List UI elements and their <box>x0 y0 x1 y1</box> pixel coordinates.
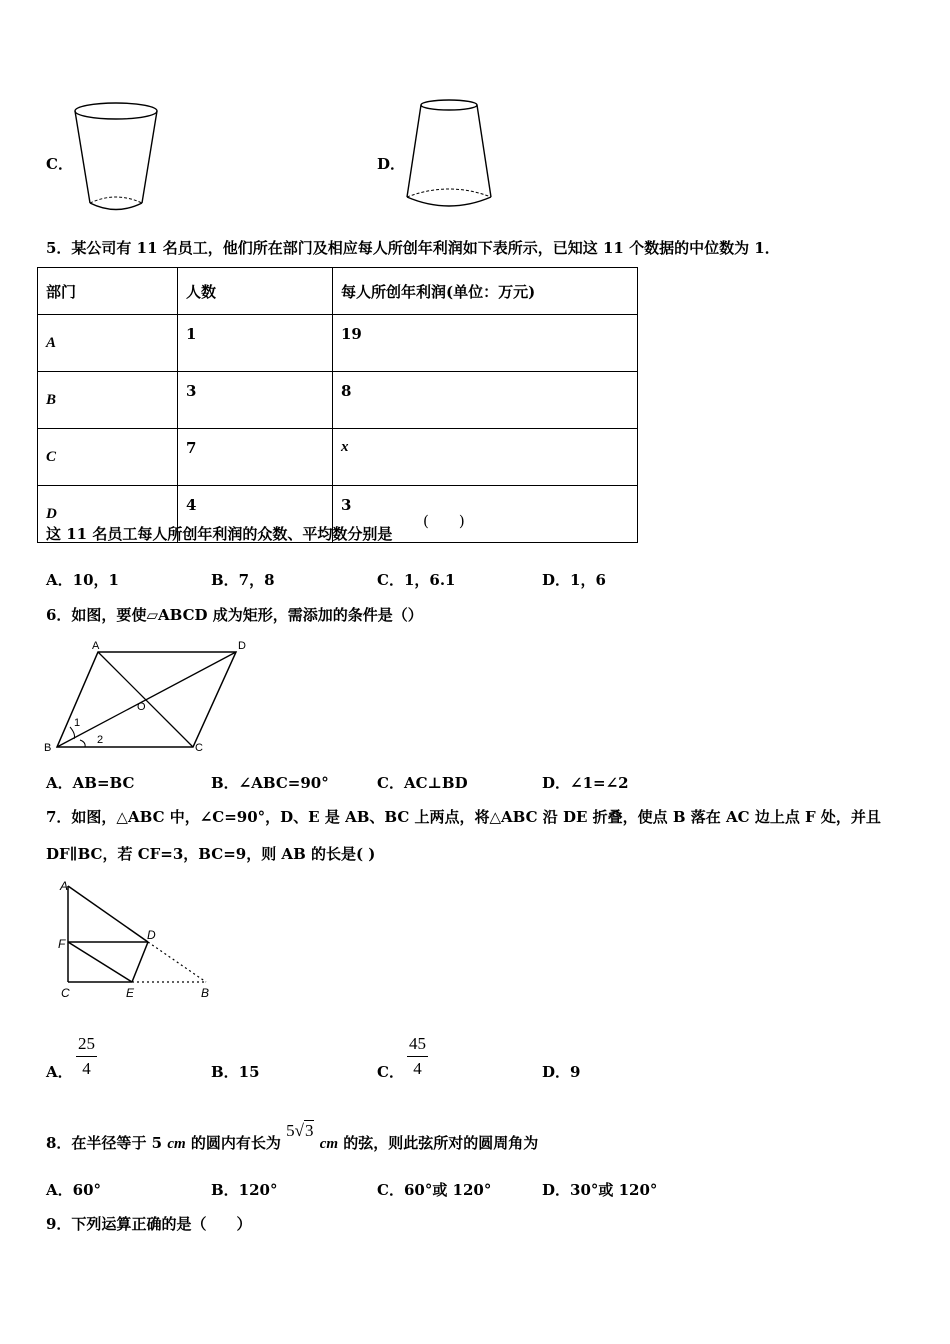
table-row <box>38 372 638 429</box>
table-cell-profit: 8 <box>333 372 638 429</box>
table-cell-dept: C <box>38 429 178 486</box>
q8-option-b[interactable]: B．120° <box>211 1181 278 1199</box>
fraction-denominator: 4 <box>82 1059 91 1078</box>
q6-option-d[interactable]: D．∠1=∠2 <box>542 774 629 792</box>
q8-stem-post: 的弦，则此弦所对的圆周角为 <box>338 1134 539 1152</box>
q8-stem <box>46 1121 539 1153</box>
q4-option-c-label[interactable]: C． <box>46 155 73 173</box>
q6-label-o: O <box>137 701 146 713</box>
table-cell-count: 1 <box>178 315 333 372</box>
q5-option-d[interactable]: D．1，6 <box>542 571 606 589</box>
sqrt-icon: √ <box>294 1121 304 1140</box>
q5-option-a[interactable]: A．10，1 <box>46 571 119 589</box>
q6-option-b[interactable]: B．∠ABC=90° <box>211 774 329 792</box>
q8-option-d[interactable]: D．30°或 120° <box>542 1181 658 1199</box>
table-header-cell: 部门 <box>38 268 178 315</box>
fraction-bar <box>407 1056 428 1057</box>
table-row <box>38 315 638 372</box>
q7-option-a[interactable] <box>46 1061 73 1082</box>
q8-unit-1: cm <box>167 1136 186 1152</box>
table-cell-profit: 19 <box>333 315 638 372</box>
fraction-numerator: 25 <box>78 1034 95 1053</box>
table-cell-count: 3 <box>178 372 333 429</box>
q6-label-a: A <box>92 640 100 652</box>
q7-option-c-prefix: C． <box>377 1063 404 1081</box>
fraction-denominator: 4 <box>413 1059 422 1078</box>
q7-option-c[interactable] <box>377 1061 404 1082</box>
fraction-bar <box>76 1056 97 1057</box>
q5-answer-paren: ( ) <box>423 512 465 530</box>
q4-option-d-figure <box>403 97 497 217</box>
q7-label-f: F <box>58 937 66 951</box>
table-cell-profit: 3 <box>333 486 638 543</box>
table-header-row <box>38 268 638 315</box>
q6-stem: 6．如图，要使▱ABCD 成为矩形，需添加的条件是（） <box>46 606 423 624</box>
q6-label-b: B <box>44 742 52 754</box>
fraction-numerator: 45 <box>409 1034 426 1053</box>
q7-label-d: D <box>147 928 156 942</box>
q9-stem: 9．下列运算正确的是（ ） <box>46 1215 252 1233</box>
q8-radical-expression <box>286 1121 314 1141</box>
q7-label-c: C <box>61 986 70 1000</box>
table-cell-count: 7 <box>178 429 333 486</box>
q8-stem-pre: 8．在半径等于 5 <box>46 1134 163 1152</box>
q5-option-c[interactable]: C．1，6.1 <box>377 571 456 589</box>
table-cell-count: 4 <box>178 486 333 543</box>
q7-option-a-prefix: A． <box>46 1063 73 1081</box>
q6-label-c: C <box>195 742 203 754</box>
q7-stem-line2: DF∥BC，若 CF=3，BC=9，则 AB 的长是( ) <box>46 845 376 863</box>
q8-option-a[interactable]: A．60° <box>46 1181 102 1199</box>
table-cell-profit: x <box>333 429 638 486</box>
q5-profit-table <box>37 267 638 543</box>
table-header-cell: 每人所创年利润(单位：万元) <box>333 268 638 315</box>
q7-triangle-figure <box>50 876 220 1006</box>
q6-label-d: D <box>238 640 246 652</box>
q6-angle-2-label: 2 <box>97 734 104 746</box>
q4-option-c-figure <box>70 97 162 217</box>
table-cell-dept: A <box>38 315 178 372</box>
q5-question: 这 11 名员工每人所创年利润的众数、平均数分别是 <box>46 525 393 543</box>
table-row <box>38 429 638 486</box>
q6-angle-1-label: 1 <box>74 717 81 729</box>
q7-option-d[interactable]: D．9 <box>542 1063 581 1081</box>
q8-radical-coefficient: 5 <box>286 1121 295 1140</box>
q8-unit-2: cm <box>319 1136 339 1152</box>
q7-option-a-fraction <box>76 1034 97 1079</box>
table-cell-dept: D <box>38 486 178 543</box>
q7-label-a: A <box>60 879 69 893</box>
table-cell-dept: B <box>38 372 178 429</box>
q7-stem-line1: 7．如图，△ABC 中，∠C=90°，D、E 是 AB、BC 上两点，将△ABC 沿 DE 折叠，使点 B 落在 AC 边上点 F 处，并且 <box>46 808 881 826</box>
q7-option-b[interactable]: B．15 <box>211 1063 260 1081</box>
q6-option-a[interactable]: A．AB=BC <box>46 774 135 792</box>
q5-option-b[interactable]: B．7，8 <box>211 571 275 589</box>
q6-parallelogram-figure <box>40 636 260 756</box>
table-header-cell: 人数 <box>178 268 333 315</box>
q7-label-e: E <box>126 986 135 1000</box>
q6-option-c[interactable]: C．AC⊥BD <box>377 774 468 792</box>
q8-option-c[interactable]: C．60°或 120° <box>377 1181 492 1199</box>
q8-stem-mid: 的圆内有长为 <box>185 1134 281 1152</box>
q7-label-b: B <box>201 986 210 1000</box>
q4-option-d-label[interactable]: D． <box>377 155 406 173</box>
q7-option-c-fraction <box>407 1034 428 1079</box>
q5-stem: 5．某公司有 11 名员工，他们所在部门及相应每人所创年利润如下表所示，已知这 11 个数据的中位数为 1． <box>46 239 780 257</box>
q8-radicand: 3 <box>304 1121 314 1140</box>
